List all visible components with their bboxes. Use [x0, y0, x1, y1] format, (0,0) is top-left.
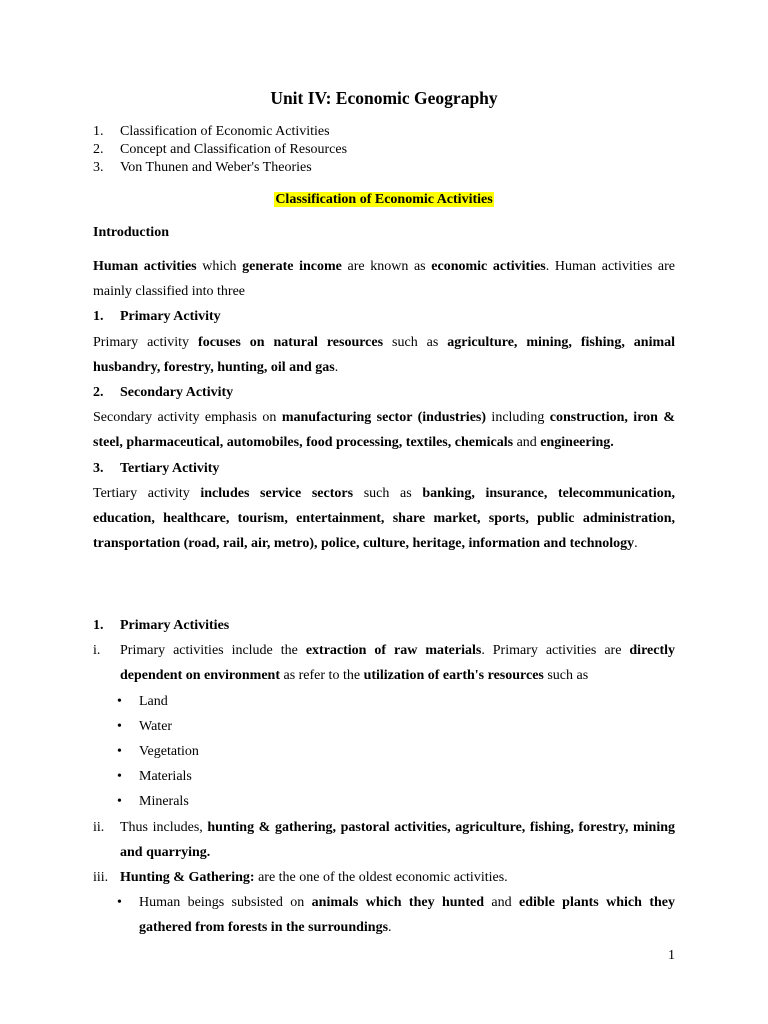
secondary-activity-heading: 2. Secondary Activity	[93, 385, 234, 401]
primary-activity-paragraph: Primary activity focuses on natural resources such as agriculture, mining, fishing, animal husbandry, forestry, hunting, oil and gas.	[93, 334, 676, 375]
list-item-iii: iii. Hunting & Gathering: are the one of the oldest economic activities.	[93, 870, 508, 886]
primary-activities-section	[93, 613, 675, 941]
highlighted-heading: Classification of Economic Activities	[275, 192, 493, 207]
list-item: • Vegetation	[93, 739, 675, 764]
primary-activity-heading: 1. Primary Activity	[93, 309, 221, 325]
bullet-icon: •	[117, 693, 122, 709]
list-item: • Water	[93, 714, 675, 739]
bullet-icon: •	[117, 794, 122, 810]
intro-paragraph: Human activities which generate income are known as economic activities. Human activities are mainly classified into three	[93, 259, 675, 300]
page-title: Unit IV: Economic Geography	[270, 88, 498, 108]
table-of-contents	[93, 123, 675, 177]
toc-item: 2. Concept and Classification of Resources	[93, 142, 348, 157]
list-item: • Materials	[93, 764, 675, 789]
toc-item: 1. Classification of Economic Activities	[93, 124, 330, 139]
list-item: • Land	[93, 689, 675, 714]
secondary-activity-paragraph: Secondary activity emphasis on manufacturing sector (industries) including construction, iron & steel, pharmaceutical, automobiles, food processing, textiles, chemicals and engineering.	[93, 410, 676, 451]
intro-heading: Introduction	[93, 225, 169, 240]
list-item-ii: ii. Thus includes, hunting & gathering, pastoral activities, agriculture, fishing, forestry, mining and quarrying.	[93, 819, 675, 860]
list-item: • Human beings subsisted on animals which they hunted and edible plants which they gathered from forests in the surroundings.	[93, 890, 675, 940]
activities-section	[93, 254, 675, 556]
tertiary-activity-heading: 3. Tertiary Activity	[93, 460, 220, 476]
bullet-icon: •	[117, 744, 122, 760]
tertiary-activity-paragraph: Tertiary activity includes service sectors such as banking, insurance, telecommunication, education, healthcare, tourism, entertainment, share market, sports, public administration, transportation (road, rail, air, metro), police, culture, heritage, information and technology.	[93, 485, 675, 552]
bullet-icon: •	[117, 895, 122, 911]
bullet-icon: •	[117, 718, 122, 734]
list-item: • Minerals	[93, 789, 675, 814]
primary-activities-heading: 1. Primary Activities	[93, 618, 230, 633]
list-item-i: i. Primary activities include the extraction of raw materials. Primary activities are directly dependent on environment as refer to the utilization of earth's resources such as	[93, 643, 676, 684]
bullet-icon: •	[117, 769, 122, 785]
page-number: 1	[668, 948, 675, 963]
toc-item: 3. Von Thunen and Weber's Theories	[93, 160, 312, 175]
